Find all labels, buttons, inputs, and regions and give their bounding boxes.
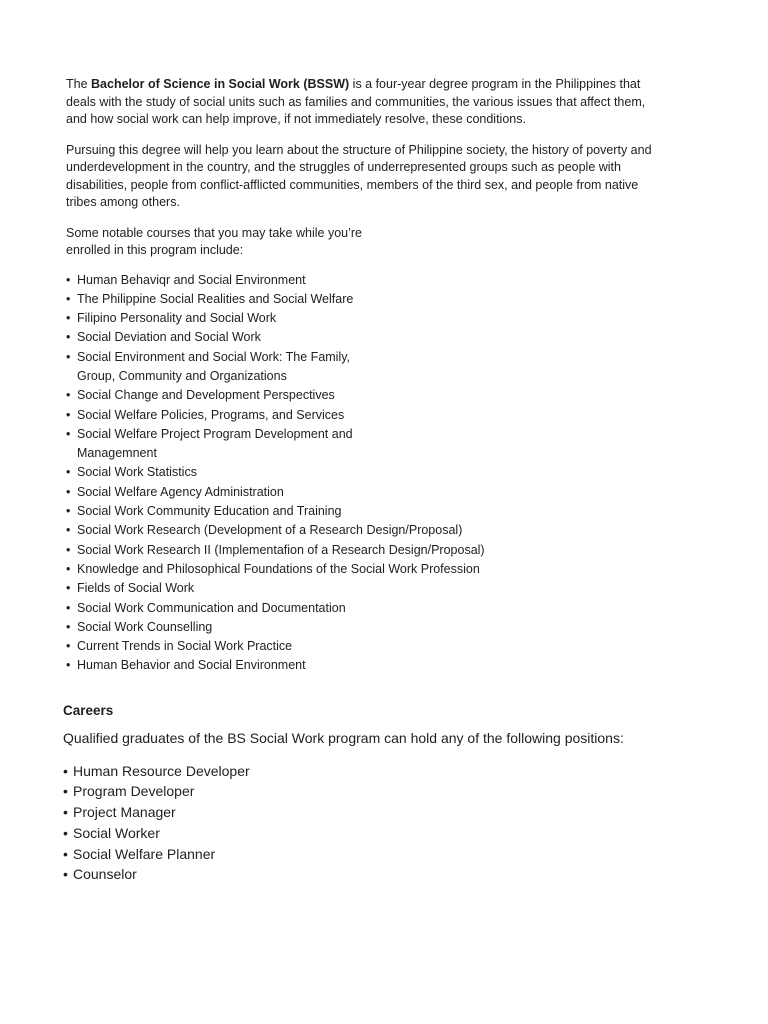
pursuing-paragraph: Pursuing this degree will help you learn about the structure of Philippine society, the history of poverty and underdevelopment in the country, and the struggles of underrepresented groups such as people with disabilities, people from conflict-afflicted communities, members of the third sex, and people from native tribes among others. [66, 142, 652, 209]
career-item: • Counselor [63, 864, 656, 885]
course-item: • The Philippine Social Realities and Social Welfare [66, 290, 507, 309]
course-item: • Social Change and Development Perspectives [66, 386, 507, 405]
courses-list [66, 271, 656, 676]
course-item: • Current Trends in Social Work Practice [66, 637, 507, 656]
document-page [63, 76, 656, 885]
course-item: • Social Environment and Social Work: The Family, Group, Community and Organizations [66, 348, 367, 387]
course-item: • Human Behaviqr and Social Environment [66, 271, 507, 290]
careers-heading: Careers [63, 702, 114, 718]
course-item: • Social Work Statistics [66, 463, 507, 482]
course-item: • Filipino Personality and Social Work [66, 309, 507, 328]
careers-list [66, 761, 656, 885]
course-item: • Fields of Social Work [66, 579, 507, 598]
course-item: • Social Work Communication and Documentation [66, 599, 507, 618]
course-item: • Social Welfare Project Program Development and Managemnent [66, 425, 367, 464]
course-item: • Social Welfare Agency Administration [66, 483, 507, 502]
career-item: • Social Worker [63, 823, 656, 844]
course-item: • Social Work Research II (Implementafion of a Research Design/Proposal) [66, 541, 517, 560]
career-item: • Human Resource Developer [63, 761, 656, 782]
degree-name: Bachelor of Science in Social Work (BSSW) [91, 77, 350, 91]
course-item: • Human Behavior and Social Environment [66, 656, 507, 675]
course-item: • Social Work Research (Development of a Research Design/Proposal) [66, 521, 517, 540]
course-item: • Social Work Counselling [66, 618, 507, 637]
intro-text-after: is a four-year degree program in the Philippines that deals with the study of social units such as families and communities, the various issues that affect them, and how social work can help improve, if not immediately resolve, these conditions. [66, 77, 646, 126]
courses-intro: Some notable courses that you may take while you’re enrolled in this program include: [66, 225, 362, 257]
career-item: • Program Developer [63, 781, 656, 802]
intro-text-before: The [66, 77, 92, 91]
course-item: • Social Welfare Policies, Programs, and Services [66, 406, 507, 425]
course-item: • Social Deviation and Social Work [66, 328, 507, 347]
careers-intro: Qualified graduates of the BS Social Work program can hold any of the following positions: [63, 729, 624, 746]
course-item: • Knowledge and Philosophical Foundations of the Social Work Profession [66, 560, 517, 579]
career-item: • Project Manager [63, 802, 656, 823]
career-item: • Social Welfare Planner [63, 844, 656, 865]
intro-paragraph [66, 76, 656, 129]
course-item: • Social Work Community Education and Training [66, 502, 507, 521]
